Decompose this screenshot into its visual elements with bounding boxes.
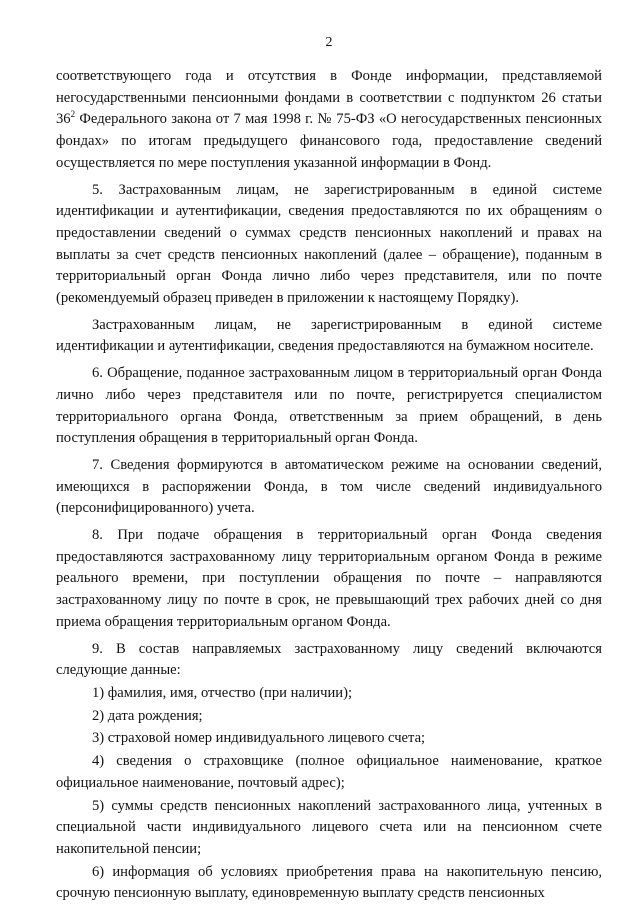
paragraph-5-paper: Застрахованным лицам, не зарегистрированным в единой системе идентификации и аутентификации, сведения предоставляются на бумажном носителе. xyxy=(56,316,602,355)
list-item-1: 1) фамилия, имя, отчество (при наличии); xyxy=(92,684,353,701)
list-item-5: 5) суммы средств пенсионных накоплений застрахованного лица, учтенных в специальной части индивидуального лицевого счета или на пенсионном счете накопительной пенсии; xyxy=(56,797,602,857)
intro-text-part1: соответствующего года и отсутствия в Фонде информации, представляемой негосударственными пенсионными фондами в соответствии с подпунктом 26 статьи 36 xyxy=(56,68,602,128)
page-number: 2 xyxy=(325,35,333,50)
list-item-6: 6) информация об условиях приобретения права на накопительную пенсию, срочную пенсионную выплату, единовременную выплату средств пенсионных xyxy=(56,863,602,902)
article-superscript: 2 xyxy=(70,109,76,120)
intro-text-part2: Федерального закона от 7 мая 1998 г. № 75-ФЗ «О негосударственных пенсионных фондах» по итогам предыдущего финансового года, предоставление сведений осуществляется по мере поступления указанной информации в Фонд. xyxy=(56,111,602,171)
list-item-4: 4) сведения о страховщике (полное официальное наименование, краткое официальное наименование, почтовый адрес); xyxy=(56,753,602,791)
intro-paragraph xyxy=(56,66,602,175)
paragraph-5: 5. Застрахованным лицам, не зарегистрированным в единой системе идентификации и аутентификации, сведения предоставляются по их обращениям о предоставлении сведений о суммах средств пенсионных накоплений и правах на выплаты за счет средств пенсионных накоплений (далее – обращение), поданным в территориальный орган Фонда лично либо через представителя, или по почте (рекомендуемый образец приведен в приложении к настоящему Порядку). xyxy=(56,181,602,307)
paragraph-9: 9. В состав направляемых застрахованному лицу сведений включаются следующие данные: xyxy=(56,640,602,679)
list-item-2: 2) дата рождения; xyxy=(92,707,203,724)
paragraph-7: 7. Сведения формируются в автоматическом режиме на основании сведений, имеющихся в распоряжении Фонда, в том числе сведений индивидуального (персонифицированного) учета. xyxy=(56,456,602,517)
paragraph-6: 6. Обращение, поданное застрахованным лицом в территориальный орган Фонда лично либо через представителя или по почте, регистрируется специалистом территориального органа Фонда, ответственным за прием обращений, в день поступления обращения в территориальный орган Фонда. xyxy=(56,365,602,447)
paragraph-8: 8. При подаче обращения в территориальный орган Фонда сведения предоставляются застрахованному лицу территориальным органом Фонда в режиме реального времени, при поступлении обращения по почте – направляются застрахованному лицу по почте в срок, не превышающий трех рабочих дней со дня приема обращения территориальным органом Фонда. xyxy=(56,527,602,630)
list-item-3: 3) страховой номер индивидуального лицевого счета; xyxy=(92,730,426,747)
